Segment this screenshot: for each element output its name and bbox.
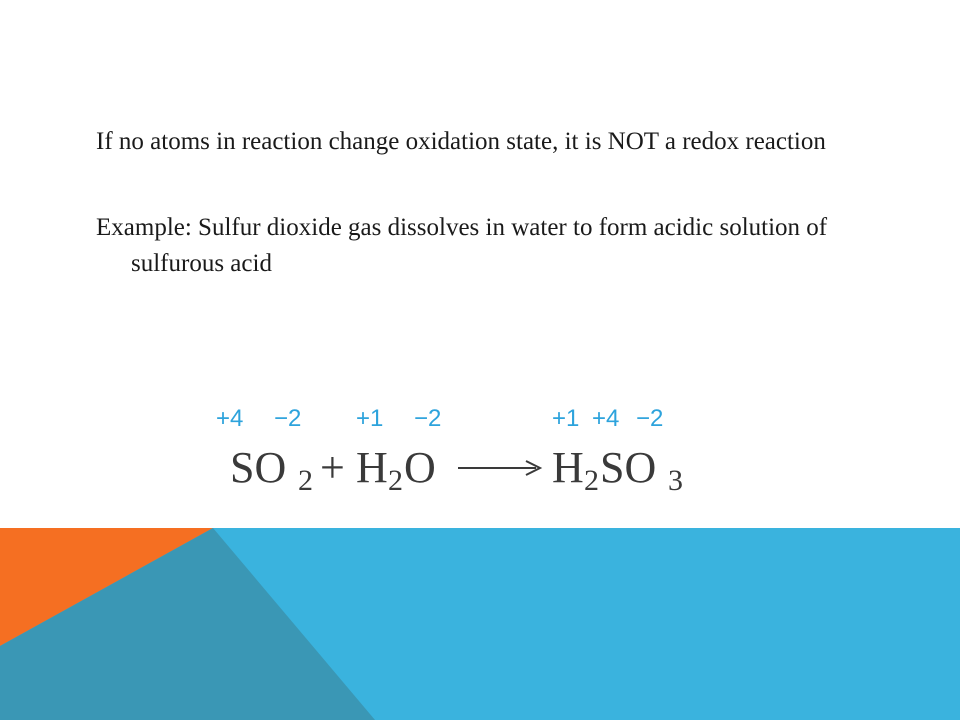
ox-state-o-h2so3: −2 <box>636 405 664 432</box>
ox-state-s-h2so3: +4 <box>592 405 620 432</box>
chemical-equation <box>210 394 690 504</box>
plus-sign: + <box>320 443 345 492</box>
formula-so2: SO <box>230 443 287 492</box>
subscript-h2so3-o: 3 <box>668 464 683 497</box>
reaction-arrow <box>458 461 540 475</box>
ox-state-h-h2o: +1 <box>356 405 384 432</box>
bullet-redox-definition: If no atoms in reaction change oxidation state, it is NOT a redox reaction <box>96 128 826 155</box>
formula-h2o-h: H <box>356 443 388 492</box>
ox-state-o-h2o: −2 <box>414 405 442 432</box>
bullet-example: Example: Sulfur dioxide gas dissolves in water to form acidic solution of sulfurous acid <box>96 214 828 277</box>
footer-decoration <box>0 528 960 720</box>
formula-h2so3-h: H <box>552 443 584 492</box>
formula-h2o-o: O <box>404 443 436 492</box>
ox-state-o-so2: −2 <box>274 405 302 432</box>
subscript-h2so3-h: 2 <box>584 464 599 497</box>
ox-state-h-h2so3: +1 <box>552 405 580 432</box>
ox-state-s-so2: +4 <box>216 405 244 432</box>
formula-h2so3-so: SO <box>600 443 657 492</box>
subscript-so2: 2 <box>298 464 313 497</box>
subscript-h2o: 2 <box>388 464 403 497</box>
